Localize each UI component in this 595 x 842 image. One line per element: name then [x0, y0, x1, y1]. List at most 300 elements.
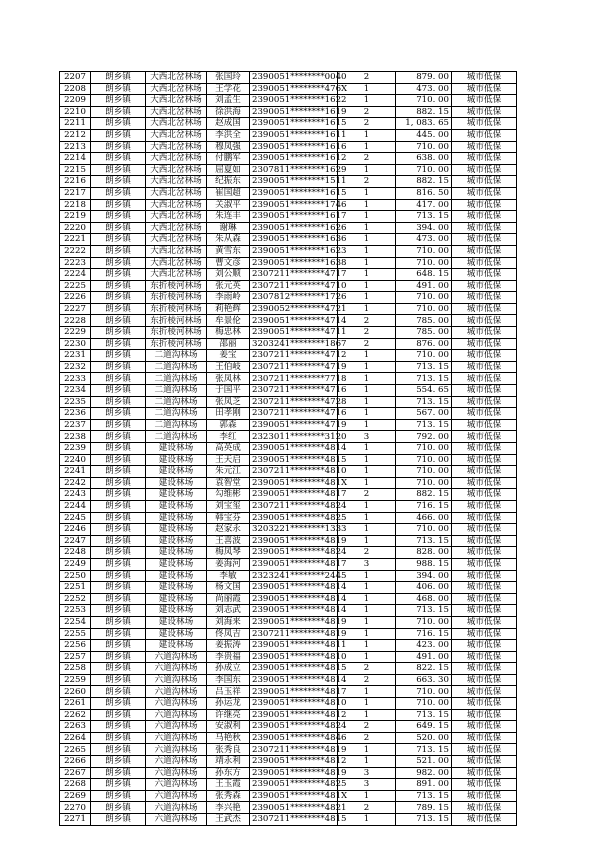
person-name-cell: 李雨岭	[207, 292, 250, 304]
forest-farm-cell: 东折棱河林场	[146, 327, 207, 339]
assistance-type-cell: 城市低保	[452, 582, 517, 594]
assistance-type-cell: 城市低保	[452, 698, 517, 710]
assistance-type-cell: 城市低保	[452, 211, 517, 223]
row-number: 2251	[60, 582, 91, 594]
person-name-cell: 李洪全	[207, 129, 250, 141]
household-size-cell: 1	[338, 640, 396, 652]
table-row	[60, 338, 517, 350]
row-number: 2253	[60, 605, 91, 617]
assistance-type-cell: 城市低保	[452, 651, 517, 663]
household-size-cell: 1	[338, 280, 396, 292]
township-cell: 朗乡镇	[91, 431, 146, 443]
row-number: 2262	[60, 709, 91, 721]
person-name-cell: 王玉霞	[207, 779, 250, 791]
person-name-cell: 纪振东	[207, 176, 250, 188]
amount-cell: 445. 00	[396, 129, 452, 141]
table-row	[60, 315, 517, 327]
table-body	[60, 72, 517, 826]
assistance-type-cell: 城市低保	[452, 176, 517, 188]
household-size-cell: 1	[338, 350, 396, 362]
row-number: 2218	[60, 199, 91, 211]
id-number-cell: 2390051********481X	[250, 790, 338, 802]
assistance-type-cell: 城市低保	[452, 222, 517, 234]
row-number: 2230	[60, 338, 91, 350]
assistance-type-cell: 城市低保	[452, 558, 517, 570]
row-number: 2247	[60, 535, 91, 547]
assistance-type-cell: 城市低保	[452, 709, 517, 721]
amount-cell: 649. 15	[396, 721, 452, 733]
township-cell: 朗乡镇	[91, 385, 146, 397]
row-number: 2210	[60, 106, 91, 118]
assistance-type-cell: 城市低保	[452, 779, 517, 791]
table-row	[60, 72, 517, 84]
assistance-type-cell: 城市低保	[452, 361, 517, 373]
household-size-cell: 2	[338, 674, 396, 686]
township-cell: 朗乡镇	[91, 373, 146, 385]
assistance-type-cell: 城市低保	[452, 640, 517, 652]
assistance-type-cell: 城市低保	[452, 663, 517, 675]
household-size-cell: 1	[338, 292, 396, 304]
row-number: 2209	[60, 95, 91, 107]
id-number-cell: 2390051********1615	[250, 118, 338, 130]
township-cell: 朗乡镇	[91, 512, 146, 524]
row-number: 2217	[60, 187, 91, 199]
amount-cell: 713. 15	[396, 535, 452, 547]
amount-cell: 713. 15	[396, 396, 452, 408]
assistance-type-cell: 城市低保	[452, 744, 517, 756]
row-number: 2233	[60, 373, 91, 385]
id-number-cell: 3203241********1867	[250, 338, 338, 350]
household-size-cell: 2	[338, 732, 396, 744]
person-name-cell: 王武杰	[207, 814, 250, 826]
id-number-cell: 2390051********4812	[250, 709, 338, 721]
person-name-cell: 孙东方	[207, 767, 250, 779]
row-number: 2228	[60, 315, 91, 327]
amount-cell: 713. 15	[396, 790, 452, 802]
id-number-cell: 2390051********4819	[250, 616, 338, 628]
table-row	[60, 698, 517, 710]
table-row	[60, 686, 517, 698]
household-size-cell: 2	[338, 338, 396, 350]
person-name-cell: 穆凤强	[207, 141, 250, 153]
amount-cell: 816. 50	[396, 187, 452, 199]
person-name-cell: 牟景伦	[207, 315, 250, 327]
amount-cell: 710. 00	[396, 350, 452, 362]
table-row	[60, 361, 517, 373]
forest-farm-cell: 建设林场	[146, 454, 207, 466]
id-number-cell: 2390051********4817	[250, 686, 338, 698]
table-row	[60, 83, 517, 95]
township-cell: 朗乡镇	[91, 303, 146, 315]
township-cell: 朗乡镇	[91, 396, 146, 408]
table-row	[60, 512, 517, 524]
assistance-type-cell: 城市低保	[452, 199, 517, 211]
township-cell: 朗乡镇	[91, 756, 146, 768]
row-number: 2266	[60, 756, 91, 768]
id-number-cell: 2390051********4815	[250, 663, 338, 675]
household-size-cell: 1	[338, 698, 396, 710]
forest-farm-cell: 二道沟林场	[146, 385, 207, 397]
forest-farm-cell: 六道沟林场	[146, 709, 207, 721]
person-name-cell: 李敏	[207, 570, 250, 582]
amount-cell: 716. 15	[396, 628, 452, 640]
assistance-type-cell: 城市低保	[452, 141, 517, 153]
township-cell: 朗乡镇	[91, 257, 146, 269]
id-number-cell: 2390051********1611	[250, 129, 338, 141]
table-row	[60, 199, 517, 211]
forest-farm-cell: 东折棱河林场	[146, 280, 207, 292]
forest-farm-cell: 大西北岔林场	[146, 245, 207, 257]
person-name-cell: 张元英	[207, 280, 250, 292]
township-cell: 朗乡镇	[91, 466, 146, 478]
amount-cell: 713. 15	[396, 605, 452, 617]
row-number: 2213	[60, 141, 91, 153]
township-cell: 朗乡镇	[91, 732, 146, 744]
person-name-cell: 张凤芝	[207, 396, 250, 408]
assistance-type-cell: 城市低保	[452, 408, 517, 420]
person-name-cell: 吕玉祥	[207, 686, 250, 698]
forest-farm-cell: 大西北岔林场	[146, 106, 207, 118]
forest-farm-cell: 六道沟林场	[146, 674, 207, 686]
person-name-cell: 郭森	[207, 419, 250, 431]
forest-farm-cell: 六道沟林场	[146, 744, 207, 756]
table-row	[60, 779, 517, 791]
person-name-cell: 刘公顺	[207, 269, 250, 281]
person-name-cell: 李贵福	[207, 651, 250, 663]
person-name-cell: 屈夏如	[207, 164, 250, 176]
household-size-cell: 2	[338, 489, 396, 501]
forest-farm-cell: 大西北岔林场	[146, 199, 207, 211]
table-row	[60, 153, 517, 165]
row-number: 2267	[60, 767, 91, 779]
amount-cell: 713. 15	[396, 373, 452, 385]
assistance-type-cell: 城市低保	[452, 767, 517, 779]
person-name-cell: 赵成国	[207, 118, 250, 130]
amount-cell: 468. 00	[396, 593, 452, 605]
row-number: 2239	[60, 443, 91, 455]
household-size-cell: 1	[338, 129, 396, 141]
household-size-cell: 1	[338, 443, 396, 455]
amount-cell: 491. 00	[396, 651, 452, 663]
amount-cell: 521. 00	[396, 756, 452, 768]
person-name-cell: 韩宝芬	[207, 512, 250, 524]
household-size-cell: 1	[338, 535, 396, 547]
row-number: 2235	[60, 396, 91, 408]
row-number: 2229	[60, 327, 91, 339]
id-number-cell: 2390051********4811	[250, 640, 338, 652]
table-row	[60, 419, 517, 431]
table-row	[60, 732, 517, 744]
household-size-cell: 2	[338, 153, 396, 165]
table-row	[60, 489, 517, 501]
person-name-cell: 朱连丰	[207, 211, 250, 223]
household-size-cell: 1	[338, 245, 396, 257]
forest-farm-cell: 建设林场	[146, 628, 207, 640]
township-cell: 朗乡镇	[91, 814, 146, 826]
forest-farm-cell: 大西北岔林场	[146, 269, 207, 281]
table-row	[60, 269, 517, 281]
amount-cell: 710. 00	[396, 443, 452, 455]
assistance-type-cell: 城市低保	[452, 350, 517, 362]
id-number-cell: 2390051********1623	[250, 245, 338, 257]
household-size-cell: 1	[338, 95, 396, 107]
township-cell: 朗乡镇	[91, 790, 146, 802]
assistance-type-cell: 城市低保	[452, 338, 517, 350]
forest-farm-cell: 建设林场	[146, 605, 207, 617]
township-cell: 朗乡镇	[91, 570, 146, 582]
household-size-cell: 1	[338, 211, 396, 223]
table-row	[60, 187, 517, 199]
amount-cell: 713. 15	[396, 814, 452, 826]
row-number: 2242	[60, 477, 91, 489]
amount-cell: 710. 00	[396, 454, 452, 466]
table-row	[60, 257, 517, 269]
forest-farm-cell: 建设林场	[146, 640, 207, 652]
row-number: 2232	[60, 361, 91, 373]
row-number: 2220	[60, 222, 91, 234]
township-cell: 朗乡镇	[91, 83, 146, 95]
person-name-cell: 高英成	[207, 443, 250, 455]
amount-cell: 982. 00	[396, 767, 452, 779]
forest-farm-cell: 大西北岔林场	[146, 257, 207, 269]
row-number: 2221	[60, 234, 91, 246]
township-cell: 朗乡镇	[91, 245, 146, 257]
row-number: 2238	[60, 431, 91, 443]
forest-farm-cell: 建设林场	[146, 616, 207, 628]
table-row	[60, 628, 517, 640]
assistance-type-cell: 城市低保	[452, 674, 517, 686]
id-number-cell: 2390051********4825	[250, 512, 338, 524]
id-number-cell: 2323011********3120	[250, 431, 338, 443]
household-size-cell: 1	[338, 582, 396, 594]
amount-cell: 882. 15	[396, 176, 452, 188]
person-name-cell: 崔国超	[207, 187, 250, 199]
forest-farm-cell: 建设林场	[146, 500, 207, 512]
row-number: 2219	[60, 211, 91, 223]
id-number-cell: 2307211********4810	[250, 466, 338, 478]
id-number-cell: 2390051********4814	[250, 593, 338, 605]
amount-cell: 473. 00	[396, 83, 452, 95]
assistance-type-cell: 城市低保	[452, 732, 517, 744]
household-size-cell: 1	[338, 269, 396, 281]
row-number: 2252	[60, 593, 91, 605]
table-row	[60, 245, 517, 257]
assistance-type-cell: 城市低保	[452, 153, 517, 165]
household-size-cell: 2	[338, 72, 396, 84]
assistance-type-cell: 城市低保	[452, 280, 517, 292]
forest-farm-cell: 建设林场	[146, 558, 207, 570]
assistance-type-cell: 城市低保	[452, 628, 517, 640]
forest-farm-cell: 建设林场	[146, 466, 207, 478]
assistance-type-cell: 城市低保	[452, 303, 517, 315]
id-number-cell: 2390051********1636	[250, 234, 338, 246]
id-number-cell: 2307211********4728	[250, 396, 338, 408]
table-row	[60, 814, 517, 826]
household-size-cell: 3	[338, 558, 396, 570]
assistance-type-cell: 城市低保	[452, 129, 517, 141]
amount-cell: 648. 15	[396, 269, 452, 281]
amount-cell: 710. 00	[396, 245, 452, 257]
table-row	[60, 547, 517, 559]
forest-farm-cell: 二道沟林场	[146, 350, 207, 362]
table-row	[60, 211, 517, 223]
household-size-cell: 1	[338, 419, 396, 431]
township-cell: 朗乡镇	[91, 361, 146, 373]
row-number: 2248	[60, 547, 91, 559]
id-number-cell: 2307211********4819	[250, 628, 338, 640]
person-name-cell: 梅凤琴	[207, 547, 250, 559]
person-name-cell: 谢琳	[207, 222, 250, 234]
id-number-cell: 2390051********4819	[250, 535, 338, 547]
person-name-cell: 王伯岐	[207, 361, 250, 373]
township-cell: 朗乡镇	[91, 709, 146, 721]
forest-farm-cell: 大西北岔林场	[146, 141, 207, 153]
id-number-cell: 3203221********1333	[250, 524, 338, 536]
amount-cell: 785. 00	[396, 327, 452, 339]
amount-cell: 466. 00	[396, 512, 452, 524]
amount-cell: 491. 00	[396, 280, 452, 292]
person-name-cell: 王天启	[207, 454, 250, 466]
id-number-cell: 2390051********4810	[250, 698, 338, 710]
amount-cell: 716. 15	[396, 500, 452, 512]
id-number-cell: 2307211********4819	[250, 744, 338, 756]
row-number: 2268	[60, 779, 91, 791]
household-size-cell: 2	[338, 663, 396, 675]
assistance-type-cell: 城市低保	[452, 234, 517, 246]
row-number: 2208	[60, 83, 91, 95]
id-number-cell: 2390051********4817	[250, 558, 338, 570]
person-name-cell: 刘海来	[207, 616, 250, 628]
forest-farm-cell: 东折棱河林场	[146, 338, 207, 350]
person-name-cell: 张秀森	[207, 790, 250, 802]
amount-cell: 638. 00	[396, 153, 452, 165]
household-size-cell: 2	[338, 176, 396, 188]
id-number-cell: 2390051********1622	[250, 95, 338, 107]
id-number-cell: 2307211********4815	[250, 814, 338, 826]
household-size-cell: 1	[338, 303, 396, 315]
person-name-cell: 田孝刚	[207, 408, 250, 420]
amount-cell: 713. 15	[396, 361, 452, 373]
row-number: 2240	[60, 454, 91, 466]
household-size-cell: 1	[338, 686, 396, 698]
id-number-cell: 2390051********4819	[250, 767, 338, 779]
amount-cell: 710. 00	[396, 477, 452, 489]
row-number: 2263	[60, 721, 91, 733]
township-cell: 朗乡镇	[91, 547, 146, 559]
row-number: 2250	[60, 570, 91, 582]
table-row	[60, 176, 517, 188]
forest-farm-cell: 六道沟林场	[146, 779, 207, 791]
amount-cell: 473. 00	[396, 234, 452, 246]
id-number-cell: 2390051********1612	[250, 153, 338, 165]
person-name-cell: 杨文国	[207, 582, 250, 594]
assistance-type-cell: 城市低保	[452, 500, 517, 512]
township-cell: 朗乡镇	[91, 419, 146, 431]
amount-cell: 423. 00	[396, 640, 452, 652]
forest-farm-cell: 东折棱河林场	[146, 292, 207, 304]
row-number: 2249	[60, 558, 91, 570]
amount-cell: 567. 00	[396, 408, 452, 420]
row-number: 2260	[60, 686, 91, 698]
id-number-cell: 2307812********1726	[250, 292, 338, 304]
amount-cell: 663. 30	[396, 674, 452, 686]
amount-cell: 822. 15	[396, 663, 452, 675]
household-size-cell: 1	[338, 396, 396, 408]
township-cell: 朗乡镇	[91, 106, 146, 118]
household-size-cell: 1	[338, 466, 396, 478]
amount-cell: 554. 65	[396, 385, 452, 397]
id-number-cell: 2307211********7718	[250, 373, 338, 385]
assistance-type-cell: 城市低保	[452, 95, 517, 107]
assistance-type-cell: 城市低保	[452, 292, 517, 304]
forest-farm-cell: 大西北岔林场	[146, 95, 207, 107]
household-size-cell: 1	[338, 199, 396, 211]
table-row	[60, 756, 517, 768]
household-size-cell: 1	[338, 570, 396, 582]
row-number: 2246	[60, 524, 91, 536]
id-number-cell: 2390051********4810	[250, 651, 338, 663]
forest-farm-cell: 大西北岔林场	[146, 176, 207, 188]
table-row	[60, 663, 517, 675]
table-row	[60, 408, 517, 420]
assistance-type-cell: 城市低保	[452, 118, 517, 130]
household-size-cell: 2	[338, 547, 396, 559]
township-cell: 朗乡镇	[91, 651, 146, 663]
amount-cell: 406. 00	[396, 582, 452, 594]
household-size-cell: 1	[338, 790, 396, 802]
assistance-type-cell: 城市低保	[452, 187, 517, 199]
table-row	[60, 524, 517, 536]
assistance-type-cell: 城市低保	[452, 570, 517, 582]
id-number-cell: 2390051********4821	[250, 802, 338, 814]
table-row	[60, 292, 517, 304]
township-cell: 朗乡镇	[91, 640, 146, 652]
township-cell: 朗乡镇	[91, 593, 146, 605]
household-size-cell: 2	[338, 721, 396, 733]
amount-cell: 394. 00	[396, 222, 452, 234]
amount-cell: 710. 00	[396, 257, 452, 269]
id-number-cell: 2390051********1615	[250, 187, 338, 199]
amount-cell: 710. 00	[396, 686, 452, 698]
id-number-cell: 2390051********4711	[250, 327, 338, 339]
table-row	[60, 303, 517, 315]
township-cell: 朗乡镇	[91, 454, 146, 466]
id-number-cell: 2390051********4825	[250, 779, 338, 791]
id-number-cell: 2307211********4716	[250, 408, 338, 420]
person-name-cell: 王学花	[207, 83, 250, 95]
forest-farm-cell: 建设林场	[146, 547, 207, 559]
assistance-type-cell: 城市低保	[452, 269, 517, 281]
household-size-cell: 2	[338, 106, 396, 118]
id-number-cell: 2390051********4714	[250, 315, 338, 327]
table-row	[60, 106, 517, 118]
person-name-cell: 关淑平	[207, 199, 250, 211]
assistance-type-cell: 城市低保	[452, 245, 517, 257]
assistance-type-cell: 城市低保	[452, 106, 517, 118]
person-name-cell: 付鹏军	[207, 153, 250, 165]
id-number-cell: 2390051********1616	[250, 141, 338, 153]
row-number: 2244	[60, 500, 91, 512]
amount-cell: 710. 00	[396, 95, 452, 107]
township-cell: 朗乡镇	[91, 500, 146, 512]
amount-cell: 394. 00	[396, 570, 452, 582]
id-number-cell: 2307211********4712	[250, 350, 338, 362]
table-row	[60, 570, 517, 582]
assistance-type-cell: 城市低保	[452, 385, 517, 397]
assistance-type-cell: 城市低保	[452, 524, 517, 536]
amount-cell: 828. 00	[396, 547, 452, 559]
assistance-type-cell: 城市低保	[452, 454, 517, 466]
